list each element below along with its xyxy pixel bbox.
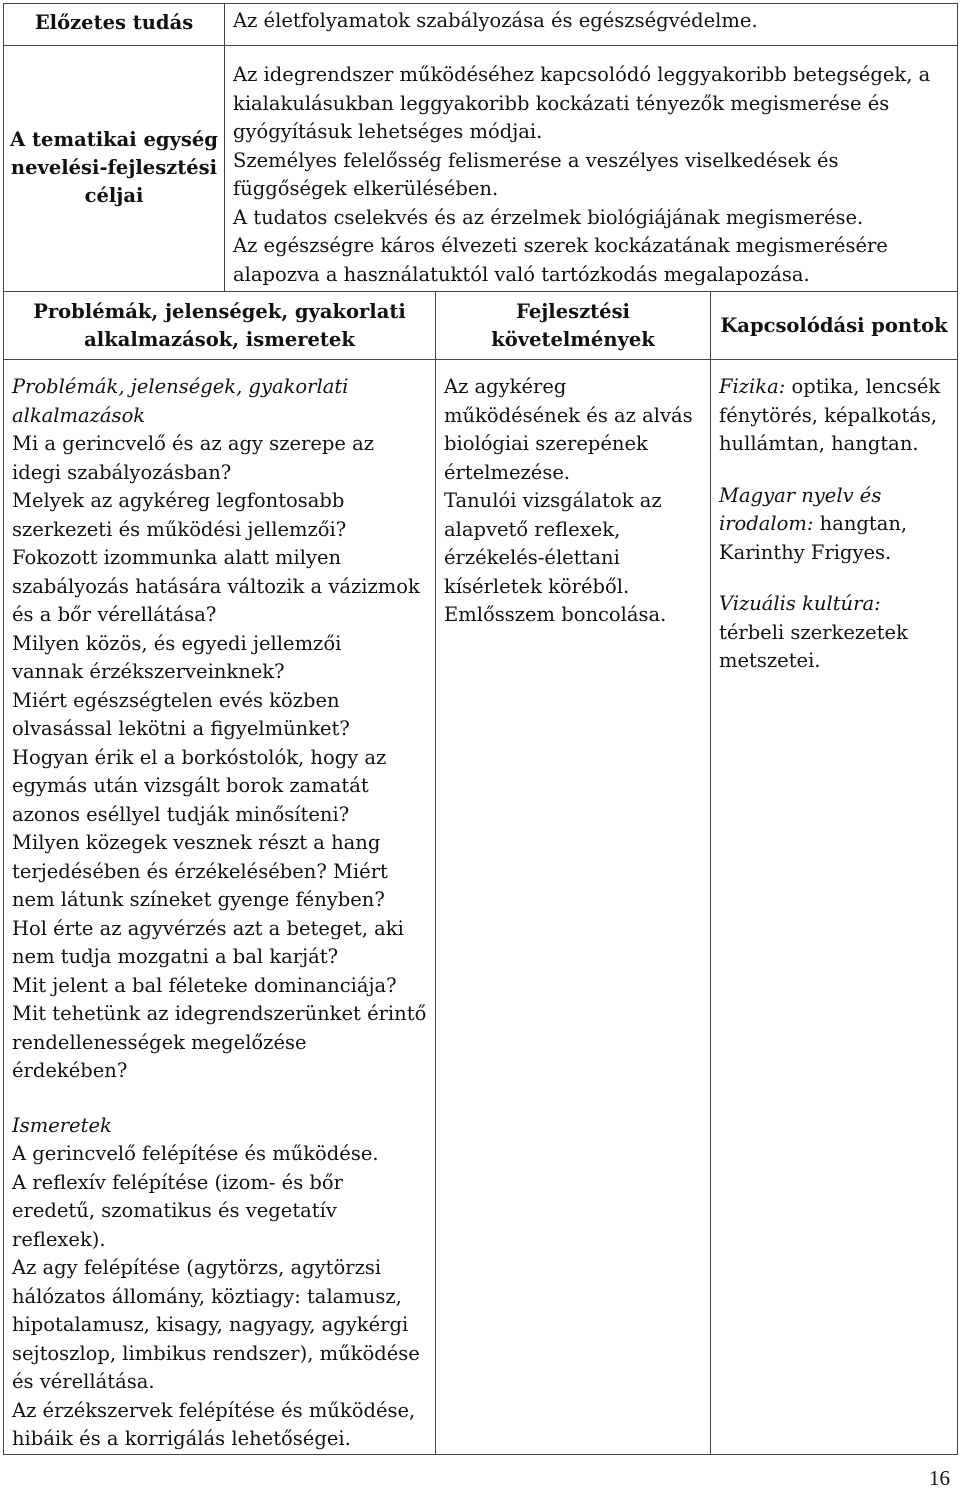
goals-label: A tematikai egység nevelési-fejlesztési céljai [10, 127, 218, 207]
connection-text: hangtan, Karinthy Frigyes. [719, 512, 908, 564]
problem-item: Milyen közegek vesznek részt a hang terjedésében és érzékelésében? Miért nem látunk színeket gyenge fényben? [12, 831, 388, 911]
requirement-item: Tanulói vizsgálatok az alapvető reflexek, érzékelés-élettani kísérletek köréből. [444, 489, 662, 598]
requirement-item: Az agykéreg működésének és az alvás biológiai szerepének értelmezése. [444, 375, 693, 484]
problem-item: Milyen közös, és egyedi jellemzői vannak érzékszerveinknek? [12, 631, 342, 683]
connection-subject: Fizika: [719, 375, 786, 398]
problems-knowledge-cell [4, 360, 436, 1455]
prior-knowledge-label: Előzetes tudás [34, 10, 194, 34]
header-development-requirements [436, 292, 711, 360]
problem-item: Melyek az agykéreg legfontosabb szerkezeti és működési jellemzői? [12, 489, 347, 541]
connection-item [719, 590, 949, 676]
prior-knowledge-content-cell [225, 4, 958, 46]
goals-row [4, 46, 958, 292]
connection-text: térbeli szerkezetek metszetei. [719, 620, 908, 672]
problem-item: Hogyan érik el a borkóstolók, hogy az egymás után vizsgált borok zamatát azonos eséllyel tudják minősíteni? [12, 745, 387, 826]
header-problems-knowledge-text: Problémák, jelenségek, gyakorlati alkalmazások, ismeretek [33, 299, 406, 351]
content-row [4, 360, 958, 1455]
goals-line: A tudatos cselekvés és az érzelmek biológiájának megismerése. [233, 205, 864, 229]
page-number: 16 [929, 1466, 950, 1490]
goals-content-cell [225, 46, 958, 292]
problem-item: Mit jelent a bal féleteke dominanciája? [12, 973, 397, 997]
knowledge-item: Az agy felépítése (agytörzs, agytörzsi hálózatos állomány, köztiagy: talamusz, hipotalamusz, kisagy, nagyagy, agykérgi sejtoszlop, limbikus rendszer), működése és vérellátása. [12, 1256, 420, 1393]
column-headers-row [4, 292, 958, 360]
curriculum-table-wrapper [3, 3, 957, 1455]
problem-item: Miért egészségtelen evés közben olvasással lekötni a figyelmünket? [12, 688, 350, 740]
problem-item: Mit tehetünk az idegrendszerünket érintő rendellenességek megelőzése érdekében? [12, 1002, 427, 1082]
knowledge-item: A gerincvelő felépítése és működése. [12, 1142, 379, 1165]
connection-item [719, 373, 949, 459]
problem-item: Fokozott izommunka alatt milyen szabályozás hatására változik a vázizmok és a bőr vérellátása? [12, 546, 420, 626]
problem-item: Hol érte az agyvérzés azt a beteget, aki nem tudja mozgatni a bal karját? [12, 916, 404, 968]
knowledge-item: A reflexív felépítése (izom- és bőr eredetű, szomatikus és vegetatív reflexek). [12, 1170, 343, 1251]
section-spacer [719, 459, 949, 482]
connection-item [719, 482, 949, 568]
knowledge-item: Az érzékszervek felépítése és működése, hibáik és a korrigálás lehetőségei. [12, 1398, 416, 1450]
problem-item: Mi a gerincvelő és az agy szerepe az idegi szabályozásban? [12, 432, 374, 484]
goals-line: Az egészségre káros élvezeti szerek kockázatának megismerésére alapozva a használatuktól való tartózkodás megalapozása. [233, 234, 888, 286]
knowledge-title: Ismeretek [12, 1113, 112, 1137]
requirement-item: Emlősszem boncolása. [444, 603, 667, 626]
header-connection-points [711, 292, 958, 360]
section-spacer [719, 567, 949, 590]
header-connection-points-text: Kapcsolódási pontok [720, 313, 948, 337]
goals-line: Személyes felelősség felismerése a veszélyes viselkedések és függőségek elkerülésében. [233, 148, 839, 200]
prior-knowledge-row [4, 4, 958, 46]
connection-subject: Magyar nyelv és irodalom: [719, 483, 882, 535]
header-development-requirements-text: Fejlesztési követelmények [491, 299, 655, 351]
connection-points-cell [711, 360, 958, 1455]
section-spacer [12, 1086, 427, 1112]
goals-label-cell [4, 46, 225, 292]
problems-title: Problémák, jelenségek, gyakorlati alkalmazások [12, 375, 349, 427]
development-requirements-cell [436, 360, 711, 1455]
connection-subject: Vizuális kultúra: [719, 592, 881, 615]
header-problems-knowledge [4, 292, 436, 360]
curriculum-table [3, 3, 958, 1455]
prior-knowledge-text: Az életfolyamatok szabályozása és egészségvédelme. [233, 9, 758, 32]
prior-knowledge-label-cell [4, 4, 225, 46]
connection-text: optika, lencsék fénytörés, képalkotás, hullámtan, hangtan. [719, 375, 941, 455]
goals-line: Az idegrendszer működéséhez kapcsolódó leggyakoribb betegségek, a kialakulásukban leggyakoribb kockázati tényezők megismerése és gyógyításuk lehetséges módjai. [233, 63, 931, 143]
